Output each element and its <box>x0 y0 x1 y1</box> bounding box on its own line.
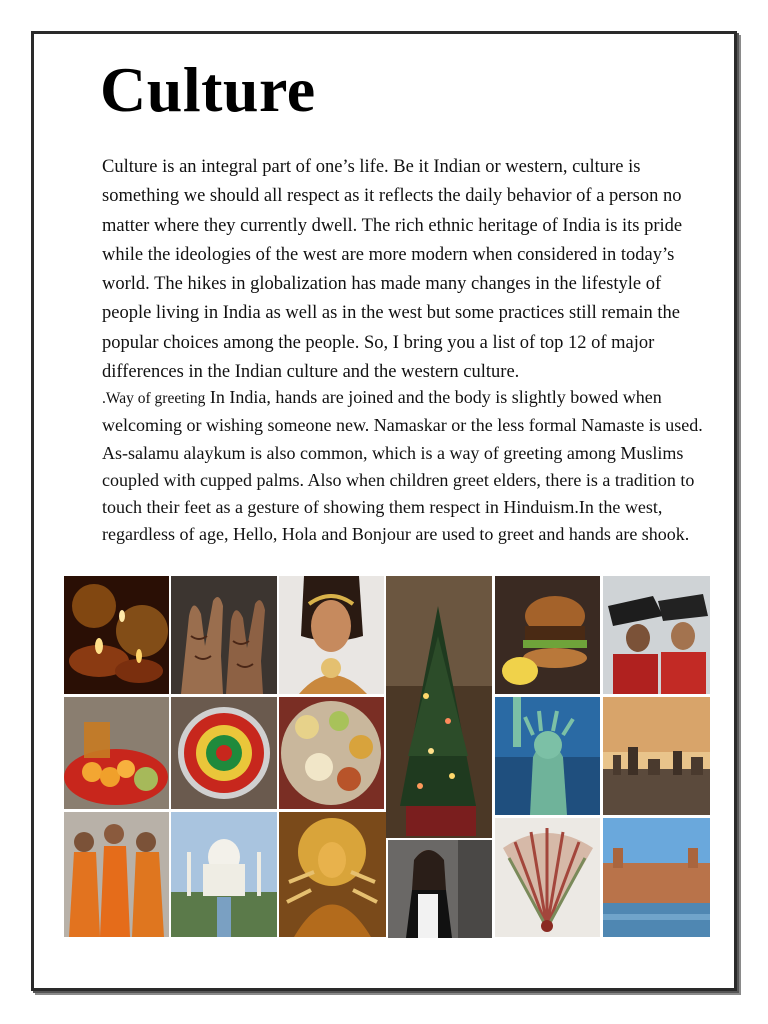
diya-lamps-photo <box>64 576 169 694</box>
greeting-body: In India, hands are joined and the body is slightly bowed when welcoming or wishing someone new. Namaskar or the less formal Namaste is used. As-salamu alaykum is also common, which is a way of greeting among Muslims coupled with cupped palms. Also when children greet elders, there is a tradition to touch their feet as a gesture of showing them respect in Hinduism.In the west, regardless of age, Hello, Hola and Bonjour are used to greet and hands are shook. <box>102 387 703 545</box>
currency-fan-photo <box>495 818 600 937</box>
burger-photo <box>495 576 600 694</box>
intro-paragraph: Culture is an integral part of one’s life. Be it Indian or western, culture is something we should all respect as it reflects the daily behavior of a person no matter where they currently dwell. The rich ethnic heritage of India is its pride while the ideologies of the west are more modern when considered in today’s world. The hikes in globalization has made many changes in the lifestyle of people living in India as well as in the west but some practices still remain the popular choices among the people. So, I bring you a list of top 12 of major differences in the Indian culture and the western culture. <box>102 157 683 383</box>
greeting-paragraph <box>102 384 706 549</box>
taj-mahal-photo <box>171 812 277 937</box>
greeting-lead: .Way of greeting <box>102 390 206 407</box>
page-title: Culture <box>100 54 316 125</box>
indian-bride-photo <box>279 576 384 694</box>
henna-hands-photo <box>171 576 277 694</box>
rangoli-photo <box>171 697 277 809</box>
woman-portrait-photo <box>388 840 492 938</box>
european-palace-photo <box>603 818 710 937</box>
sweets-plate-photo <box>64 697 169 809</box>
christmas-tree-photo <box>386 576 492 838</box>
thali-food-photo <box>279 697 384 809</box>
city-skyline-photo <box>603 697 710 815</box>
musician-soldiers-photo <box>603 576 710 694</box>
statue-of-liberty-photo <box>495 697 600 815</box>
monks-procession-photo <box>64 812 169 937</box>
durga-idol-photo <box>279 812 386 937</box>
